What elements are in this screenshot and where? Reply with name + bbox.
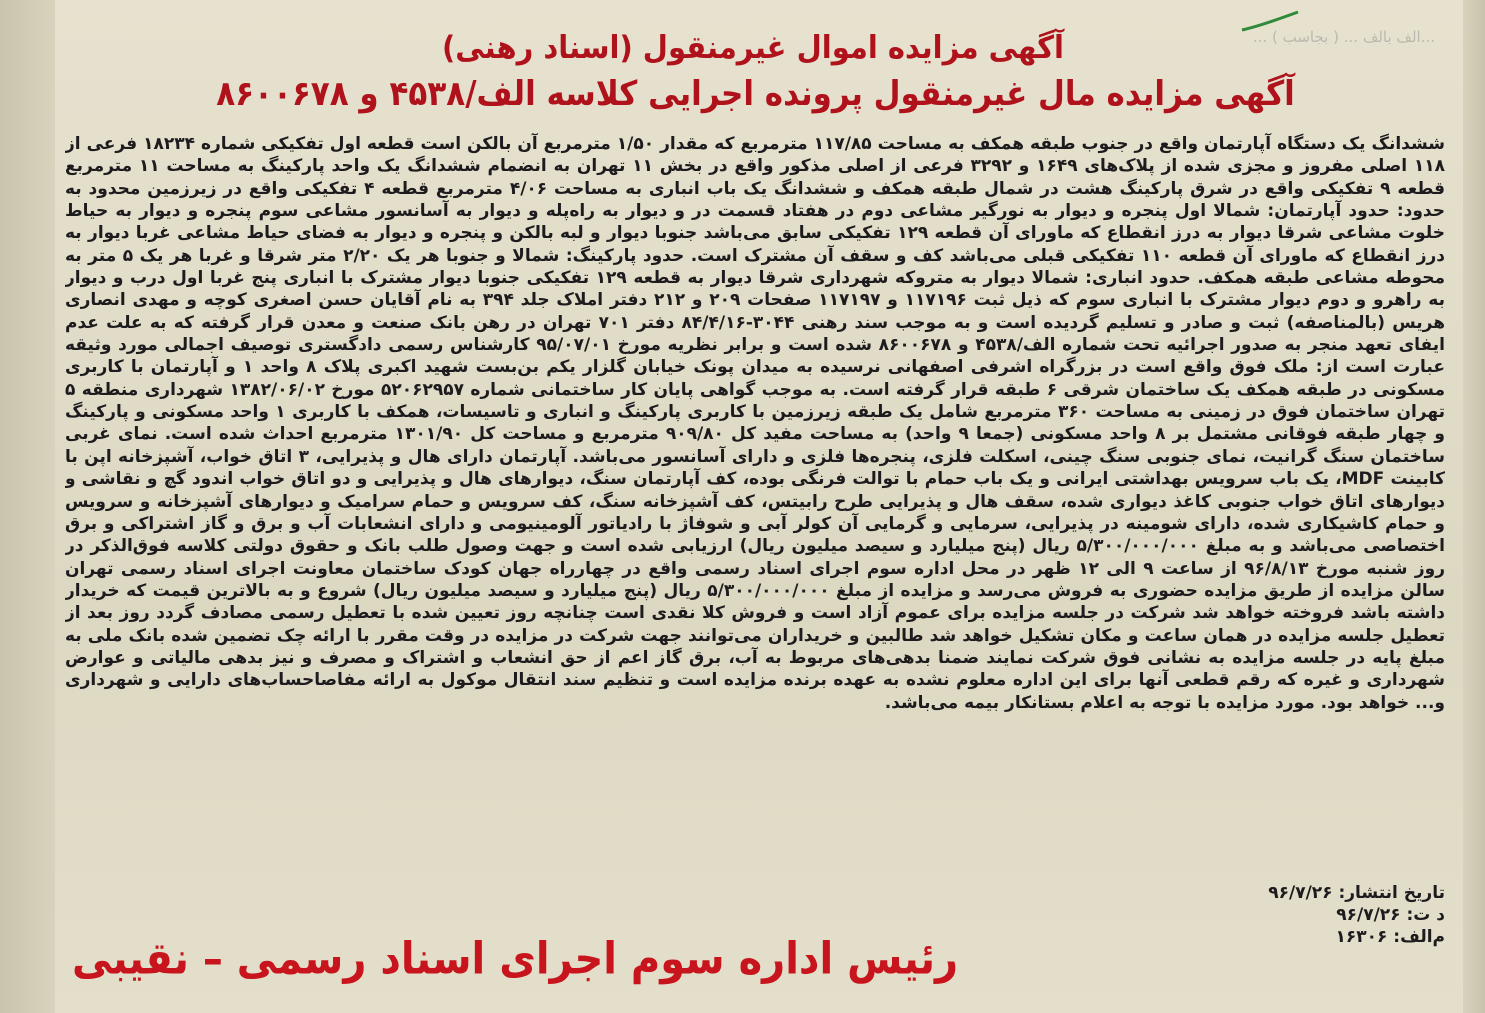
right-page-edge [1463, 0, 1485, 1013]
background-bleed-text: ...الف بالف ... ( بجاسب ) ... [1252, 28, 1435, 46]
auction-notice [58, 8, 1453, 1003]
notice-body: ششدانگ یک دستگاه آپارتمان واقع در جنوب طبقه همکف به مساحت ۱۱۷/۸۵ مترمربع که مقدار ۱/۵۰ مترمربع آن بالکن است قطعه اول تفکیکی شماره ۱۸۲۳۴ فرعی از ۱۱۸ اصلی مفروز و مجزی شده از پلاک‌های ۱۶۴۹ و ۳۲۹۲ فرعی از اصلی مذکور واقع در بخش ۱۱ تهران به انضمام ششدانگ یک واحد پارکینگ به مساحت ۱۱ مترمربع قطعه ۹ تفکیکی واقع در شرق پارکینگ هشت در شمال طبقه همکف و ششدانگ یک باب انباری به مساحت ۴/۰۶ مترمربع قطعه ۴ تفکیکی واقع در زیرزمین محدود به حدود: حدود آپارتمان: شمالا اول پنجره و دیوار به نورگیر مشاعی دوم در هفتاد قسمت در و دیوار به راه‌پله و دیوار به آسانسور مشاعی سوم پنجره و دیوار به حیاط خلوت مشاعی شرقا دیوار به درز انقطاع که ماورای آن قطعه ۱۲۹ تفکیکی سابق می‌باشد جنوبا دیوار و لبه بالکن و پنجره و دیوار به فضای حیاط مشاعی غربا دیوار به درز انقطاع که ماورای آن قطعه ۱۱۰ تفکیکی قبلی می‌باشد کف و سقف آن مشترک است. حدود پارکینگ: شمالا و جنوبا هر یک ۲/۲۰ متر شرقا و غربا هر یک ۵ متر به محوطه مشاعی طبقه همکف. حدود انباری: شمالا دیوار به متروکه شهرداری شرقا دیوار به قطعه ۱۲۹ تفکیکی جنوبا دیوار مشترک با انباری پنج غربا اول درب و دیوار به راهرو و دوم دیوار مشترک با انباری سوم که ذیل ثبت ۱۱۷۱۹۶ و ۱۱۷۱۹۷ صفحات ۲۰۹ و ۲۱۲ دفتر املاک جلد ۳۹۴ به نام آقایان حسن اصغری کوچه و مهدی انصاری هریس (بالمناصفه) ثبت و صادر و تسلیم گردیده است و به موجب سند رهنی ۳۰۴۴-۸۴/۴/۱۶ دفتر ۷۰۱ تهران در رهن بانک صنعت و معدن قرار گرفته که به علت عدم ایفای تعهد منجر به صدور اجرائیه تحت شماره الف/۴۵۳۸ و ۸۶۰۰۶۷۸ شده است و برابر نظریه مورخ ۹۵/۰۷/۰۱ کارشناس رسمی دادگستری توصیف اجمالی مورد وثیقه عبارت است از: ملک فوق واقع است در بزرگراه اشرفی اصفهانی نرسیده به میدان پونک خیابان گلزار یکم بن‌بست شهید اکبری پلاک ۸ واحد ۱ و آپارتمان با کاربری مسکونی در طبقه همکف یک ساختمان شرقی ۶ طبقه قرار گرفته است. به موجب گواهی پایان کار ساختمانی شماره ۵۲۰۶۲۹۵۷ مورخ ۱۳۸۲/۰۶/۰۲ شهرداری منطقه ۵ تهران ساختمان فوق در زمینی به مساحت ۳۶۰ مترمربع شامل یک طبقه زیرزمین با کاربری پارکینگ و انباری و تاسیسات، همکف با کاربری ۱ واحد مسکونی و پارکینگ و چهار طبقه فوقانی مشتمل بر ۸ واحد مسکونی (جمعا ۹ واحد) به مساحت مفید کل ۹۰۹/۸۰ مترمربع و مساحت کل ۱۳۰۱/۹۰ مترمربع احداث شده است. نمای غربی ساختمان سنگ گرانیت، نمای جنوبی سنگ چینی، اسکلت فلزی، پنجره‌ها فلزی و دارای آسانسور می‌باشد. آپارتمان دارای هال و پذیرایی، ۳ اتاق خواب، آشپزخانه اپن با کابینت MDF، یک باب سرویس بهداشتی ایرانی و یک باب حمام با توالت فرنگی بوده، کف آپارتمان سنگ، دیوارهای هال و پذیرایی و دو اتاق خواب اندود گچ و نقاشی و دیوارهای اتاق خواب جنوبی کاغذ دیواری شده، سقف هال و پذیرایی طرح رابیتس، کف آشپزخانه سنگ، کف سرویس و حمام سرامیک و دیوارهای آشپزخانه و سرویس و حمام کاشیکاری شده، دارای شومینه در پذیرایی، سرمایی و گرمایی آن کولر آبی و شوفاژ با رادیاتور آلومینیومی و دارای انشعابات آب و برق و گاز اشتراکی و برق اختصاصی می‌باشد و به مبلغ ۵/۳۰۰/۰۰۰/۰۰۰ ریال (پنج میلیارد و سیصد میلیون ریال) ارزیابی شده است و جهت وصول طلب بانک و حقوق دولتی کلاسه فوق‌الذکر در روز شنبه مورخ ۹۶/۸/۱۳ از ساعت ۹ الی ۱۲ ظهر در محل اداره سوم اجرای اسناد رسمی واقع در چهارراه جهان کودک ساختمان معاونت اجرای اسناد رسمی تهران سالن مزایده از طریق مزایده حضوری به فروش می‌رسد و مزایده از مبلغ ۵/۳۰۰/۰۰۰/۰۰۰ ریال (پنج میلیارد و سیصد میلیون ریال) شروع و به بالاترین قیمت که خریدار داشته باشد فروخته خواهد شد شرکت در جلسه مزایده برای عموم آزاد است و فروش کلا نقدی است چنانچه روز تعیین شده با تعطیل رسمی مصادف گردد روز بعد از تعطیل جلسه مزایده در همان ساعت و مکان تشکیل خواهد شد طالبین و خریداران می‌توانند جهت شرکت در مزایده در وقت مقرر با ارائه چک تضمین شده بانک ملی به مبلغ پایه در جلسه مزایده به نشانی فوق شرکت نمایند ضمنا بدهی‌های مربوط به آب، برق گاز اعم از حق انشعاب و اشتراک و مصرف و نیز بدهی مالیاتی و عوارض شهرداری و غیره که رقم قطعی آنها برای این اداره معلوم نشده به عهده برنده مزایده است و تنظیم سند انتقال موکول به ارائه مفاصاحساب‌های دارایی و شهرداری و... خواهد بود. مورد مزایده با توجه به اعلام بستانکار بیمه می‌باشد. [65, 134, 1445, 713]
notice-subtitle: آگهی مزایده مال غیرمنقول پرونده اجرایی کلاسه الف/۴۵۳۸ و ۸۶۰۰۶۷۸ [216, 74, 1295, 114]
dt-date: د ت: ۹۶/۷/۲۶ [1336, 905, 1445, 925]
reference-number: م‌الف: ۱۶۳۰۶ [1335, 927, 1445, 947]
signature-line: رئیس اداره سوم اجرای اسناد رسمی – نقیبی [71, 933, 958, 985]
notice-meta [1025, 882, 1445, 948]
notice-title: آگهی مزایده اموال غیرمنقول (اسناد رهنی) [442, 28, 1064, 66]
publish-date: تاریخ انتشار: ۹۶/۷/۲۶ [1268, 883, 1445, 903]
left-page-edge [0, 0, 55, 1013]
